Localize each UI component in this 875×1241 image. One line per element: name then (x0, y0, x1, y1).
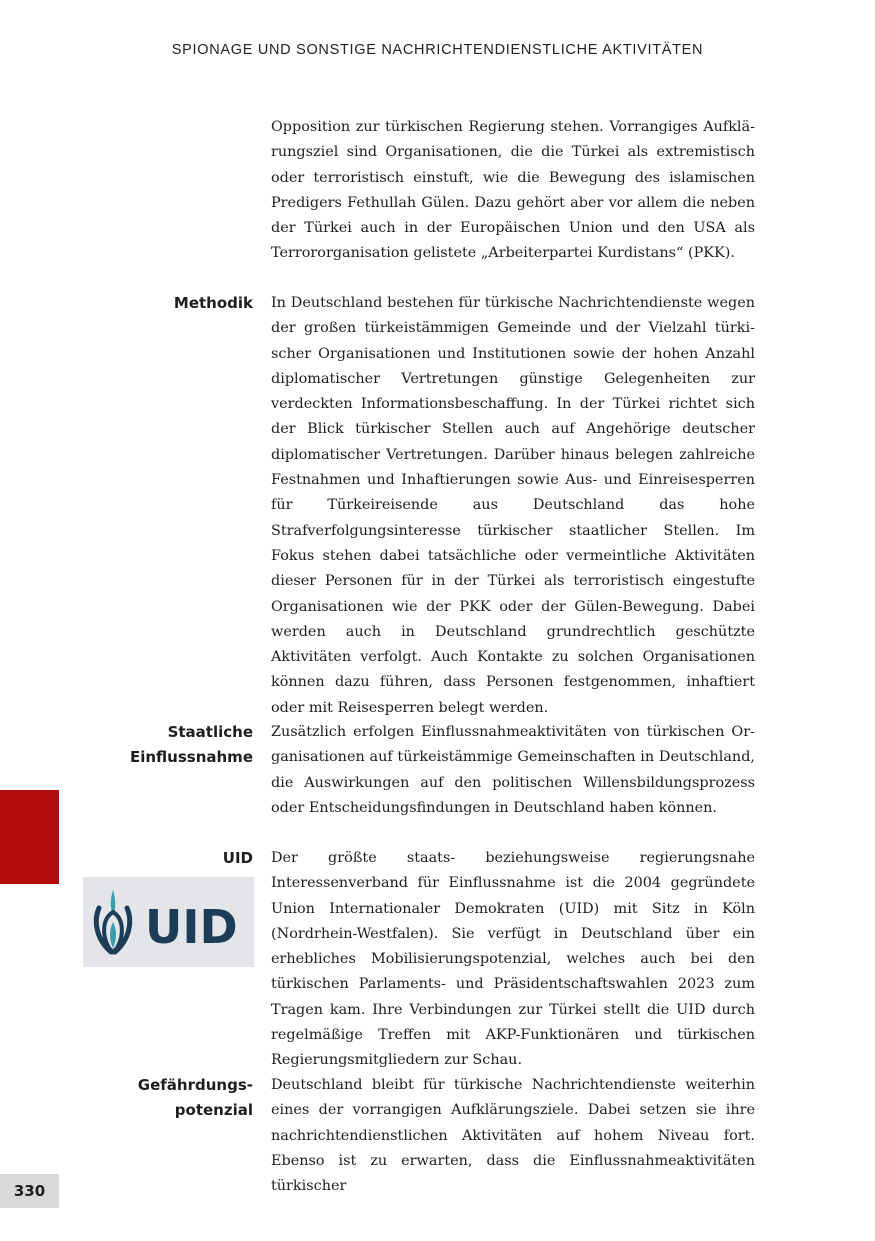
methodik-paragraph: In Deutschland bestehen für türkische Nachrichtendienste wegen der großen türkeistämmigen Gemeinde und der Vielzahl türkischer Organisationen und Institutionen sowie der hohen Anzahl diplomatischer Vertretungen günstige Gelegenheiten zur verdeckten Informationsbeschaffung. In der Türkei richtet sich der Blick türkischer Stellen auch auf Angehörige deutscher diplomatischer Vertretungen. Darüber hinaus belegen zahlreiche Festnahmen und Inhaftierungen sowie Aus- und Einreisesperren für Türkeireisende aus Deutschland das hohe Strafverfolgungsinteresse türkischer staatlicher Stellen. Im Fokus stehen dabei tatsächliche oder vermeintliche Aktivitäten dieser Personen für in der Türkei als terroristisch eingestufte Organisationen wie der PKK oder der Gülen-Bewegung. Dabei werden auch in Deutschland grundrechtlich geschützte Aktivitäten verfolgt. Auch Kontakte zu solchen Organisationen können dazu führen, dass Personen festgenommen, inhaftiert oder mit Reisesperren belegt werden. (271, 295, 755, 716)
einflussnahme-label (33, 720, 253, 771)
einflussnahme-label-line2: Einflussnahme (129, 748, 253, 767)
uid-logo-graphic (89, 882, 249, 962)
uid-logo (83, 877, 254, 967)
tulip-icon (96, 890, 129, 952)
gefaehrdung-label (33, 1073, 253, 1124)
page-number: 330 (0, 1174, 59, 1208)
methodik-label: Methodik (173, 294, 253, 312)
uid-label: UID (222, 849, 253, 867)
gefaehrdung-paragraph: Deutschland bleibt für türkische Nachrichtendienste weiterhin eines der vorrangigen Aufklärungsziele. Dabei setzen sie ihre nachrichtendienstlichen Aktivitäten auf hohem Niveau fort. Ebenso ist zu erwarten, dass die Einflussnahmeaktivitäten türkischer (271, 1077, 755, 1195)
intro-paragraph: Opposition zur türkischen Regierung stehen. Vorrangiges Aufklärungsziel sind Organisationen, die die Türkei als extremistisch oder terroristisch einstuft, wie die Bewegung des islamischen Predigers Fethullah Gülen. Dazu gehört aber vor allem die neben der Türkei auch in der Europäischen Union und den USA als Terrororganisation gelistete „Arbeiterpartei Kurdistans“ (PKK). (271, 119, 755, 262)
uid-logo-text: UID (144, 900, 238, 954)
einflussnahme-paragraph: Zusätzlich erfolgen Einflussnahmeaktivitäten von türkischen Organisationen auf türkeistämmige Gemeinschaften in Deutschland, die Auswirkungen auf den politischen Willensbildungsprozess oder Entscheidungsfindungen in Deutschland haben können. (271, 724, 755, 816)
einflussnahme-label-line1: Staatliche (167, 723, 253, 741)
gefaehrdung-label-line2: potenzial (174, 1101, 253, 1120)
uid-paragraph: Der größte staats- beziehungsweise regierungsnahe Interessenverband für Einflussnahme ist die 2004 gegründete Union Internationaler Demokraten (UID) mit Sitz in Köln (Nordrhein-Westfalen). Sie verfügt in Deutschland über ein erhebliches Mobilisierungspotenzial, welches auch bei den türkischen Parlaments- und Präsidentschaftswahlen 2023 zum Tragen kam. Ihre Verbindungen zur Türkei stellt die UID durch regelmäßige Treffen mit AKP-Funktionären und türkischen Regierungsmitgliedern zur Schau. (271, 850, 755, 1069)
gefaehrdung-label-line1: Gefährdungs- (137, 1076, 253, 1094)
running-header: SPIONAGE UND SONSTIGE NACHRICHTENDIENSTLICHE AKTIVITÄTEN (171, 42, 704, 58)
